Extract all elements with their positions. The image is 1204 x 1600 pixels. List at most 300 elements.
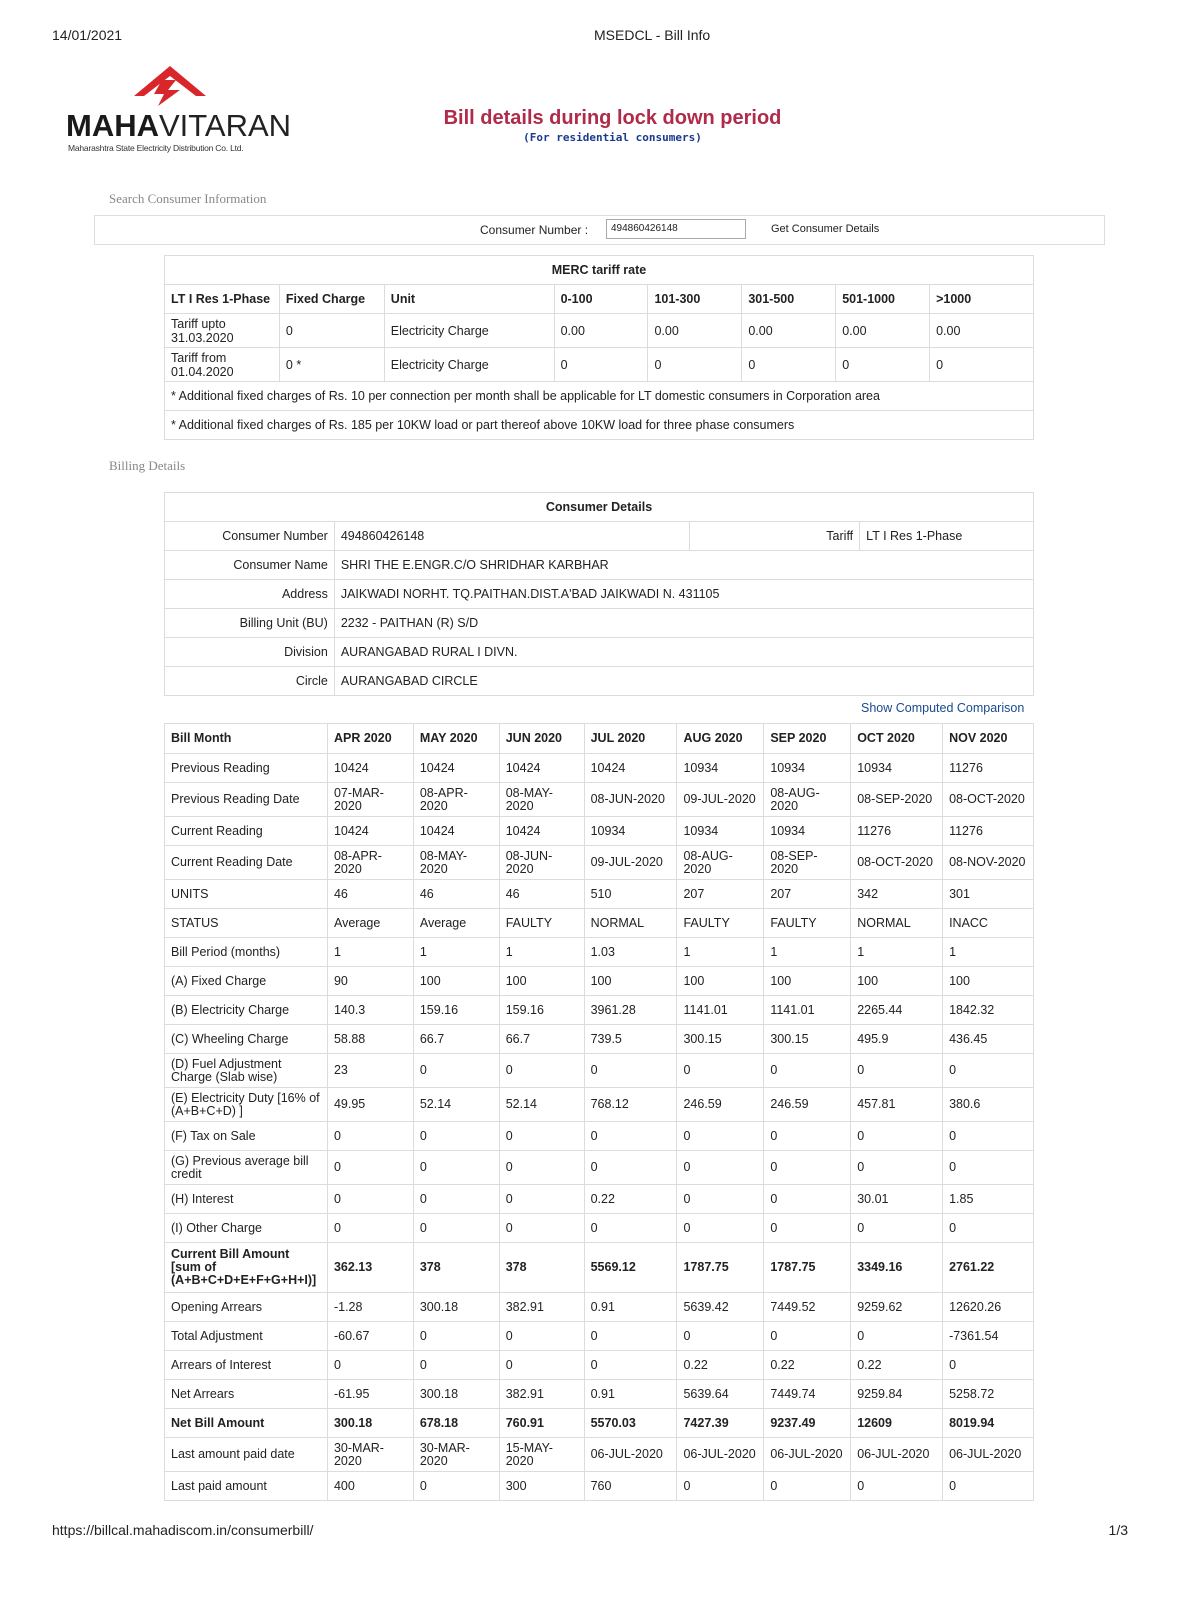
consumer-row [165,551,1034,580]
bill-cell: 0 [764,1185,851,1214]
bill-cell: 0 [499,1322,584,1351]
bill-cell: 08-JUN-2020 [499,846,584,880]
bill-cell: 457.81 [851,1088,943,1122]
bill-cell: 0 [764,1151,851,1185]
tariff-header-cell: >1000 [930,285,1034,314]
bill-cell: 0 [677,1214,764,1243]
bill-cell: JUN 2020 [499,724,584,754]
bill-cell: SEP 2020 [764,724,851,754]
bill-cell: 10424 [499,754,584,783]
tariff-header-cell: Fixed Charge [279,285,384,314]
bill-cell: 30-MAR-2020 [413,1438,499,1472]
print-url: https://billcal.mahadiscom.in/consumerbill/ [52,1522,314,1538]
bill-cell: 46 [327,880,413,909]
bill-cell: MAY 2020 [413,724,499,754]
bill-cell: 06-JUL-2020 [764,1438,851,1472]
consumer-row [165,667,1034,696]
bill-cell: 0 [943,1054,1034,1088]
bill-row-label: Current Bill Amount [sum of (A+B+C+D+E+F+G+H+I)] [165,1243,328,1293]
bill-row [165,909,1034,938]
tariff-note: * Additional fixed charges of Rs. 10 per connection per month shall be applicable for LT domestic consumers in Corporation area [165,382,1034,411]
bill-cell: 7449.52 [764,1293,851,1322]
bill-cell: 08-SEP-2020 [764,846,851,880]
consumer-field-value: AURANGABAD RURAL I DIVN. [334,638,1033,667]
tariff-cell: 0 [836,348,930,382]
bill-cell: -1.28 [327,1293,413,1322]
bill-cell: 23 [327,1054,413,1088]
consumer-field-value: AURANGABAD CIRCLE [334,667,1033,696]
tariff-row [165,314,1034,348]
bill-cell: 10424 [413,817,499,846]
bill-cell: 0 [499,1122,584,1151]
bill-row-label: Net Bill Amount [165,1409,328,1438]
bill-cell: 0 [499,1185,584,1214]
billing-section-label: Billing Details [109,458,186,473]
bill-cell: AUG 2020 [677,724,764,754]
bill-cell: 300.15 [677,1025,764,1054]
bill-cell: 0 [413,1322,499,1351]
bill-cell: 0 [327,1185,413,1214]
bill-cell: 1842.32 [943,996,1034,1025]
tariff-cell: 0.00 [930,314,1034,348]
bill-cell: 342 [851,880,943,909]
bill-row-label: Last paid amount [165,1472,328,1501]
consumer-field-value: JAIKWADI NORHT. TQ.PAITHAN.DIST.A'BAD JAIKWADI N. 431105 [334,580,1033,609]
tariff-cell: Tariff from 01.04.2020 [165,348,280,382]
bill-cell: 0 [499,1214,584,1243]
bill-cell: 46 [499,880,584,909]
bill-cell: 0 [943,1472,1034,1501]
bill-header-row [165,724,1034,754]
tariff-table [164,255,1034,440]
bill-cell: 0.22 [851,1351,943,1380]
bill-cell: 0 [677,1054,764,1088]
consumer-field-label: Division [165,638,335,667]
bill-row [165,880,1034,909]
consumer-row [165,522,1034,551]
tariff-header-cell: 101-300 [648,285,742,314]
bill-row [165,1438,1034,1472]
bill-row-label: (G) Previous average bill credit [165,1151,328,1185]
tariff-header-cell: LT I Res 1-Phase [165,285,280,314]
bill-cell: 08-APR-2020 [413,783,499,817]
bill-cell: 100 [413,967,499,996]
bill-cell: 0 [677,1151,764,1185]
bill-cell: 5570.03 [584,1409,677,1438]
tariff-cell: Electricity Charge [384,314,554,348]
bill-cell: 10424 [499,817,584,846]
bill-cell: 06-JUL-2020 [584,1438,677,1472]
bill-row [165,817,1034,846]
bill-cell: 0 [764,1054,851,1088]
bill-cell: 30.01 [851,1185,943,1214]
bill-cell: 300.18 [413,1293,499,1322]
bill-cell: 1 [677,938,764,967]
bill-cell: 739.5 [584,1025,677,1054]
bill-cell: 0 [943,1214,1034,1243]
bill-cell: 300 [499,1472,584,1501]
bill-cell: 08-AUG-2020 [677,846,764,880]
bill-row [165,1185,1034,1214]
bill-cell: 100 [943,967,1034,996]
bill-cell: 0 [499,1351,584,1380]
consumer-number-label: Consumer Number : [480,223,589,237]
bill-cell: 11276 [943,817,1034,846]
bill-cell: 100 [764,967,851,996]
tariff-cell: 0 * [279,348,384,382]
print-header [52,27,1144,47]
bill-cell: 09-JUL-2020 [584,846,677,880]
bill-cell: 7449.74 [764,1380,851,1409]
tariff-cell: 0.00 [742,314,836,348]
bill-cell: 301 [943,880,1034,909]
show-computed-comparison-link[interactable]: Show Computed Comparison [861,701,1025,715]
bill-cell: 12620.26 [943,1293,1034,1322]
bill-row-label: Current Reading Date [165,846,328,880]
tariff-value: LT I Res 1-Phase [860,522,1034,551]
bill-cell: 0 [413,1185,499,1214]
bill-row-label: Total Adjustment [165,1322,328,1351]
bill-cell: 159.16 [413,996,499,1025]
bill-row-label: Previous Reading [165,754,328,783]
bill-row-label: Opening Arrears [165,1293,328,1322]
bill-cell: 10934 [764,754,851,783]
bill-cell: 08-OCT-2020 [851,846,943,880]
bill-cell: 100 [584,967,677,996]
consumer-field-value: 2232 - PAITHAN (R) S/D [334,609,1033,638]
bill-cell: 300.18 [327,1409,413,1438]
bill-row [165,1351,1034,1380]
bill-cell: 207 [677,880,764,909]
bill-cell: 0 [499,1054,584,1088]
bill-cell: 7427.39 [677,1409,764,1438]
consumer-field-value: SHRI THE E.ENGR.C/O SHRIDHAR KARBHAR [334,551,1033,580]
bill-cell: 378 [499,1243,584,1293]
bill-cell: 5258.72 [943,1380,1034,1409]
bill-cell: 9259.62 [851,1293,943,1322]
bill-row [165,1122,1034,1151]
bill-cell: 0 [677,1185,764,1214]
bill-row-label: Bill Month [165,724,328,754]
bill-cell: 0 [764,1214,851,1243]
bill-cell: 0.22 [764,1351,851,1380]
bill-cell: 49.95 [327,1088,413,1122]
tariff-cell: 0.00 [554,314,648,348]
bill-cell: 0 [413,1151,499,1185]
bill-row [165,1214,1034,1243]
bill-cell: 10934 [584,817,677,846]
bill-cell: 0 [584,1214,677,1243]
tariff-cell: 0 [279,314,384,348]
bill-cell: -61.95 [327,1380,413,1409]
bill-cell: 760.91 [499,1409,584,1438]
page-subtitle: (For residential consumers) [523,131,702,144]
bill-cell: 08-NOV-2020 [943,846,1034,880]
bill-cell: 0 [764,1472,851,1501]
bill-cell: 0 [851,1122,943,1151]
bill-cell: 06-JUL-2020 [943,1438,1034,1472]
bill-cell: 207 [764,880,851,909]
bill-row [165,1243,1034,1293]
bill-cell: 0 [584,1351,677,1380]
print-date: 14/01/2021 [52,27,123,43]
bill-cell: 246.59 [677,1088,764,1122]
bill-cell: 0 [327,1214,413,1243]
lightning-logo-icon [132,66,208,106]
bill-cell: INACC [943,909,1034,938]
bill-cell: FAULTY [764,909,851,938]
bill-cell: 1 [413,938,499,967]
bill-cell: 0 [851,1214,943,1243]
bill-cell: 436.45 [943,1025,1034,1054]
bill-cell: 140.3 [327,996,413,1025]
tariff-caption: MERC tariff rate [165,256,1034,285]
bill-cell: APR 2020 [327,724,413,754]
bill-row-label: UNITS [165,880,328,909]
bill-cell: 3961.28 [584,996,677,1025]
page-number: 1/3 [1108,1522,1128,1538]
bill-cell: 10424 [327,754,413,783]
bill-cell: 0 [584,1151,677,1185]
bill-cell: Average [413,909,499,938]
tariff-header-cell: Unit [384,285,554,314]
bill-cell: 1.03 [584,938,677,967]
bill-cell: 10424 [413,754,499,783]
consumer-field-label: Address [165,580,335,609]
bill-cell: 0 [413,1472,499,1501]
bill-cell: 0 [413,1351,499,1380]
bill-cell: 52.14 [413,1088,499,1122]
bill-cell: 100 [499,967,584,996]
bill-cell: NOV 2020 [943,724,1034,754]
tariff-row [165,348,1034,382]
bill-row [165,1151,1034,1185]
bill-cell: 08-APR-2020 [327,846,413,880]
bill-cell: 0 [943,1351,1034,1380]
consumer-number-input[interactable]: 494860426148 [606,219,746,239]
consumer-details-table [164,492,1034,696]
bill-row [165,938,1034,967]
bill-cell: 0 [764,1322,851,1351]
bill-cell: Average [327,909,413,938]
bill-cell: 678.18 [413,1409,499,1438]
bill-cell: 0.91 [584,1293,677,1322]
bill-row [165,1088,1034,1122]
bill-cell: 0 [677,1472,764,1501]
bill-row [165,1293,1034,1322]
logo-tagline: Maharashtra State Electricity Distribution Co. Ltd. [68,143,244,153]
bill-cell: 1 [851,938,943,967]
bill-cell: 0.22 [584,1185,677,1214]
bill-cell: 1141.01 [764,996,851,1025]
bill-cell: 08-OCT-2020 [943,783,1034,817]
bill-cell: 5639.42 [677,1293,764,1322]
bill-cell: 30-MAR-2020 [327,1438,413,1472]
bill-row-label: (D) Fuel Adjustment Charge (Slab wise) [165,1054,328,1088]
bill-cell: 760 [584,1472,677,1501]
bill-cell: 159.16 [499,996,584,1025]
bill-cell: 378 [413,1243,499,1293]
bill-cell: 9237.49 [764,1409,851,1438]
bill-row [165,996,1034,1025]
bill-cell: 11276 [851,817,943,846]
bill-row [165,1380,1034,1409]
bill-cell: 1 [943,938,1034,967]
tariff-cell: 0 [930,348,1034,382]
bill-row [165,967,1034,996]
bill-cell: 07-MAR-2020 [327,783,413,817]
bill-row-label: Arrears of Interest [165,1351,328,1380]
bill-cell: 10934 [677,817,764,846]
tariff-cell: 0.00 [648,314,742,348]
get-consumer-details-button[interactable]: Get Consumer Details [771,223,880,235]
bill-cell: 46 [413,880,499,909]
bill-cell: 10424 [327,817,413,846]
bill-cell: 9259.84 [851,1380,943,1409]
bill-cell: 08-AUG-2020 [764,783,851,817]
tariff-label: Tariff [690,522,860,551]
bill-cell: 0 [413,1214,499,1243]
consumer-row [165,609,1034,638]
bill-cell: 0 [851,1322,943,1351]
bill-row [165,1054,1034,1088]
bill-cell: 08-JUN-2020 [584,783,677,817]
bill-row [165,1409,1034,1438]
bill-cell: 08-SEP-2020 [851,783,943,817]
consumer-field-value: 494860426148 [334,522,690,551]
bill-cell: 0 [943,1151,1034,1185]
consumer-details-caption: Consumer Details [165,493,1034,522]
bill-cell: 2761.22 [943,1243,1034,1293]
bill-cell: OCT 2020 [851,724,943,754]
bill-cell: 768.12 [584,1088,677,1122]
tariff-header-cell: 301-500 [742,285,836,314]
bill-cell: 10424 [584,754,677,783]
bill-cell: 66.7 [413,1025,499,1054]
consumer-row [165,638,1034,667]
bill-cell: 0 [851,1472,943,1501]
bill-cell: 510 [584,880,677,909]
bill-cell: NORMAL [584,909,677,938]
bill-row [165,754,1034,783]
bill-cell: FAULTY [677,909,764,938]
bill-cell: 300.18 [413,1380,499,1409]
bill-row-label: Net Arrears [165,1380,328,1409]
bill-cell: 0 [327,1122,413,1151]
bill-cell: 100 [851,967,943,996]
bill-cell: 08-MAY-2020 [413,846,499,880]
tariff-cell: 0 [648,348,742,382]
bill-cell: 1 [764,938,851,967]
tariff-header-row [165,285,1034,314]
tariff-cell: 0.00 [836,314,930,348]
bill-cell: 0.22 [677,1351,764,1380]
bill-cell: 90 [327,967,413,996]
bill-cell: 11276 [943,754,1034,783]
bill-row-label: (B) Electricity Charge [165,996,328,1025]
tariff-header-cell: 0-100 [554,285,648,314]
search-section-label: Search Consumer Information [109,191,267,206]
bill-table [164,723,1034,1501]
bill-cell: 382.91 [499,1380,584,1409]
consumer-field-label: Consumer Name [165,551,335,580]
bill-row [165,846,1034,880]
bill-row [165,1025,1034,1054]
bill-row-label: Bill Period (months) [165,938,328,967]
bill-row-label: (C) Wheeling Charge [165,1025,328,1054]
tariff-header-cell: 501-1000 [836,285,930,314]
bill-cell: 2265.44 [851,996,943,1025]
bill-cell: 06-JUL-2020 [851,1438,943,1472]
bill-cell: 58.88 [327,1025,413,1054]
bill-cell: 0 [677,1322,764,1351]
bill-row-label: Last amount paid date [165,1438,328,1472]
bill-cell: 3349.16 [851,1243,943,1293]
consumer-field-label: Consumer Number [165,522,335,551]
bill-cell: 0 [851,1054,943,1088]
tariff-cell: Tariff upto 31.03.2020 [165,314,280,348]
bill-cell: 15-MAY-2020 [499,1438,584,1472]
bill-cell: 0 [584,1054,677,1088]
bill-row-label: (A) Fixed Charge [165,967,328,996]
bill-cell: 1 [499,938,584,967]
bill-cell: 0 [851,1151,943,1185]
bill-row-label: Previous Reading Date [165,783,328,817]
bill-cell: 1141.01 [677,996,764,1025]
bill-row [165,1472,1034,1501]
bill-cell: 362.13 [327,1243,413,1293]
page-title: Bill details during lock down period [443,107,782,129]
bill-cell: 08-MAY-2020 [499,783,584,817]
bill-cell: 0 [499,1151,584,1185]
bill-row [165,1322,1034,1351]
consumer-field-label: Circle [165,667,335,696]
bill-cell: -60.67 [327,1322,413,1351]
bill-row-label: (E) Electricity Duty [16% of (A+B+C+D) ] [165,1088,328,1122]
bill-cell: 0 [327,1351,413,1380]
bill-cell: 0 [764,1122,851,1151]
bill-cell: 0 [413,1122,499,1151]
bill-cell: 10934 [764,817,851,846]
bill-cell: 0 [327,1151,413,1185]
mahavitaran-logo [66,66,292,153]
tariff-cell: Electricity Charge [384,348,554,382]
bill-cell: JUL 2020 [584,724,677,754]
print-title: MSEDCL - Bill Info [594,27,711,43]
bill-cell: 380.6 [943,1088,1034,1122]
bill-cell: 495.9 [851,1025,943,1054]
bill-cell: 09-JUL-2020 [677,783,764,817]
bill-cell: 8019.94 [943,1409,1034,1438]
bill-cell: 0.91 [584,1380,677,1409]
bill-row-label: STATUS [165,909,328,938]
bill-cell: 5569.12 [584,1243,677,1293]
bill-cell: 1787.75 [764,1243,851,1293]
bill-cell: 0 [943,1122,1034,1151]
bill-row-label: (F) Tax on Sale [165,1122,328,1151]
bill-cell: 0 [677,1122,764,1151]
consumer-row [165,580,1034,609]
bill-cell: 0 [413,1054,499,1088]
bill-cell: 10934 [851,754,943,783]
tariff-note: * Additional fixed charges of Rs. 185 per 10KW load or part thereof above 10KW load for three phase consumers [165,411,1034,440]
bill-cell: 100 [677,967,764,996]
bill-cell: 12609 [851,1409,943,1438]
logo-wordmark: MAHAVITARAN [66,108,292,143]
bill-cell: 5639.64 [677,1380,764,1409]
bill-row [165,783,1034,817]
tariff-cell: 0 [554,348,648,382]
